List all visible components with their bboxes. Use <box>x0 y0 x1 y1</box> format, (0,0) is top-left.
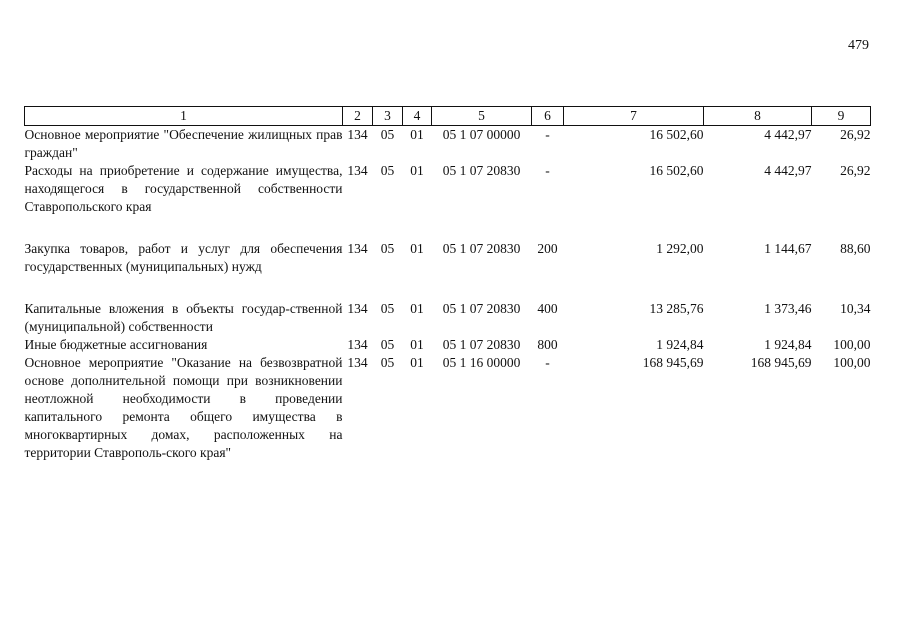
header-cell: 7 <box>564 107 704 126</box>
row-actual-amount: 1 144,67 <box>764 241 812 256</box>
row-planned-amount: 1 924,84 <box>656 337 704 352</box>
row-actual-amount: 4 442,97 <box>764 163 812 178</box>
row-spacer <box>25 216 871 240</box>
table-row <box>25 126 871 163</box>
row-target-code: 05 1 07 20830 <box>442 337 521 352</box>
row-percent: 100,00 <box>833 355 871 370</box>
page-number: 479 <box>848 38 869 53</box>
row-percent: 100,00 <box>833 337 871 352</box>
row-subsection-code: 01 <box>410 355 424 370</box>
row-expense-type-code: 400 <box>537 301 558 316</box>
row-ved-code: 134 <box>347 355 368 370</box>
header-cell: 3 <box>373 107 403 126</box>
row-expense-type-code: 200 <box>537 241 558 256</box>
row-expense-type-code: 800 <box>537 337 558 352</box>
row-ved-code: 134 <box>347 163 368 178</box>
row-target-code: 05 1 07 20830 <box>442 241 521 256</box>
row-target-code: 05 1 16 00000 <box>442 355 521 370</box>
header-cell: 1 <box>25 107 343 126</box>
spacer-cell <box>25 276 871 300</box>
row-section-code: 05 <box>380 355 395 370</box>
row-target-code: 05 1 07 00000 <box>442 127 521 142</box>
row-actual-amount: 1 924,84 <box>764 337 812 352</box>
row-section-code: 05 <box>380 301 395 316</box>
row-section-code: 05 <box>380 127 395 142</box>
table-row <box>25 300 871 336</box>
row-section-code: 05 <box>380 163 395 178</box>
row-planned-amount: 13 285,76 <box>649 301 704 316</box>
row-percent: 26,92 <box>840 127 871 142</box>
row-name: Иные бюджетные ассигнования <box>24 337 208 352</box>
table-row <box>25 162 871 216</box>
row-subsection-code: 01 <box>410 127 424 142</box>
row-percent: 26,92 <box>840 163 871 178</box>
row-planned-amount: 1 292,00 <box>656 241 704 256</box>
row-target-code: 05 1 07 20830 <box>442 163 521 178</box>
row-actual-amount: 1 373,46 <box>764 301 812 316</box>
table-row <box>25 240 871 276</box>
row-name: Основное мероприятие "Оказание на безвозвратной основе дополнительной помощи при возникновении неотложной необходимости в проведении капитального ремонта общего имущества в многоквартирных домах, расположенных на территории Ставрополь-ского края" <box>24 355 343 460</box>
row-subsection-code: 01 <box>410 163 424 178</box>
table-row <box>25 354 871 462</box>
row-spacer <box>25 276 871 300</box>
row-expense-type-code: - <box>545 163 550 178</box>
header-cell: 5 <box>432 107 532 126</box>
row-expense-type-code: - <box>545 355 550 370</box>
table-header-row <box>25 107 871 126</box>
row-ved-code: 134 <box>347 301 368 316</box>
row-subsection-code: 01 <box>410 241 424 256</box>
row-percent: 88,60 <box>840 241 871 256</box>
row-name: Капитальные вложения в объекты государ-ственной (муниципальной) собственности <box>24 301 343 334</box>
row-actual-amount: 168 945,69 <box>750 355 812 370</box>
row-ved-code: 134 <box>347 241 368 256</box>
header-cell: 4 <box>403 107 432 126</box>
row-name: Расходы на приобретение и содержание имущества, находящегося в государственной собственности Ставропольского края <box>24 163 343 214</box>
row-section-code: 05 <box>380 241 395 256</box>
header-cell: 2 <box>343 107 373 126</box>
row-ved-code: 134 <box>347 127 368 142</box>
table-row <box>25 336 871 354</box>
header-cell: 6 <box>532 107 564 126</box>
row-ved-code: 134 <box>347 337 368 352</box>
row-subsection-code: 01 <box>410 301 424 316</box>
row-target-code: 05 1 07 20830 <box>442 301 521 316</box>
header-cell: 9 <box>812 107 871 126</box>
budget-table <box>24 106 871 462</box>
row-percent: 10,34 <box>840 301 871 316</box>
row-expense-type-code: - <box>545 127 550 142</box>
row-subsection-code: 01 <box>410 337 424 352</box>
row-actual-amount: 4 442,97 <box>764 127 812 142</box>
row-planned-amount: 168 945,69 <box>642 355 704 370</box>
spacer-cell <box>25 216 871 240</box>
row-planned-amount: 16 502,60 <box>649 163 704 178</box>
row-name: Основное мероприятие "Обеспечение жилищных прав граждан" <box>24 127 343 160</box>
header-cell: 8 <box>704 107 812 126</box>
row-section-code: 05 <box>380 337 395 352</box>
row-planned-amount: 16 502,60 <box>649 127 704 142</box>
row-name: Закупка товаров, работ и услуг для обеспечения государственных (муниципальных) нужд <box>24 241 343 274</box>
